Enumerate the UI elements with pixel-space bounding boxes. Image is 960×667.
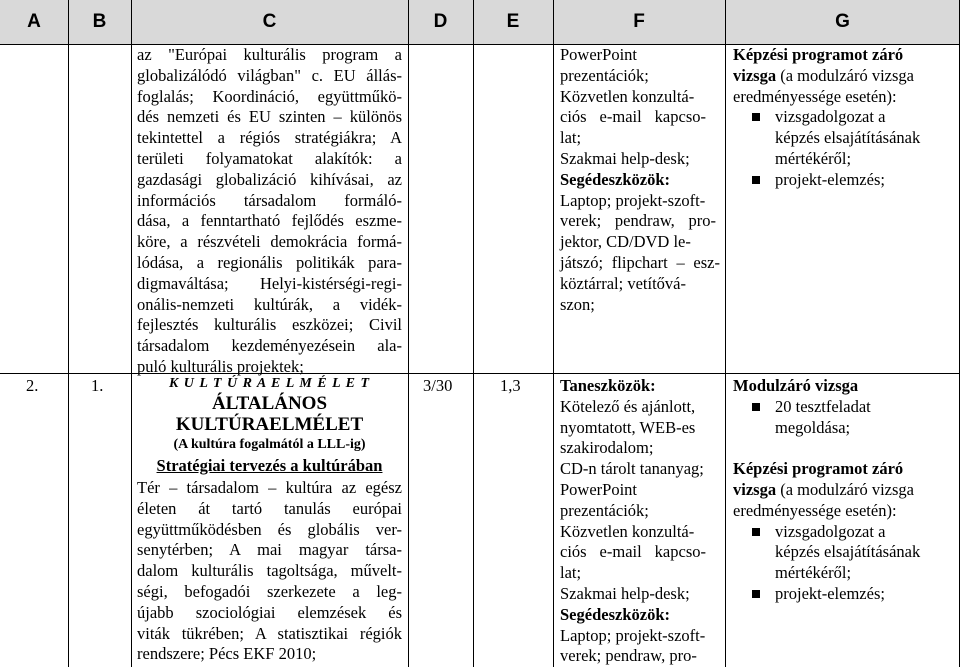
exam-list <box>725 107 955 190</box>
text-line: az "Európai kulturális program a <box>137 45 402 64</box>
grid-line <box>68 0 69 667</box>
text-line: viták tükrében; A statisztikai régiók <box>137 623 402 643</box>
column-header-row <box>0 0 960 45</box>
row2-col-a: 2. <box>26 376 39 395</box>
text-line: Laptop; projekt-szoft- <box>560 625 706 645</box>
text-line: globalizálódó világban" c. EU állás- <box>137 65 402 85</box>
text-line: Segédeszközök: <box>560 169 670 189</box>
exam-title-rest: (a modulzáró vizsga <box>776 479 914 499</box>
text-line: társadalom kezdeményezésein ala- <box>137 336 402 356</box>
text-line: dalom kulturális tagoltsága, művelt- <box>137 561 402 581</box>
section-title: ÁLTALÁNOS <box>211 393 328 414</box>
grid-line <box>131 0 132 667</box>
column-header-a: A <box>27 11 41 32</box>
row2-col-e: 1,3 <box>500 376 521 395</box>
text-line: szon; <box>560 294 595 314</box>
text-line: 20 tesztfeladat <box>775 396 871 416</box>
text-line: lat; <box>560 563 582 583</box>
text-line: tekintettel a régiós stratégiákra; A <box>137 128 402 148</box>
column-header-g: G <box>835 11 850 32</box>
column-header-e: E <box>506 11 520 32</box>
list-item <box>725 584 955 605</box>
text-line: eredményessége esetén): <box>733 86 897 106</box>
text-line: digmaváltása; Helyi-kistérségi-regi- <box>137 273 402 293</box>
text-line: vizsgadolgozat a <box>775 521 886 541</box>
row2-col-b: 1. <box>91 376 104 395</box>
text-line: dása, a fenntartható fejlődés eszme- <box>137 211 402 231</box>
text-line: képzés elsajátításának <box>775 542 921 562</box>
section-subtitle: (A kultúra fogalmától a LLL-ig) <box>173 437 366 452</box>
text-line: gazdasági globalizáció kihívásai, az <box>137 169 402 189</box>
row2-col-d: 3/30 <box>423 376 453 395</box>
text-line: köre, a részvételi demokrácia formá- <box>137 232 402 252</box>
text-line: információs társadalom formáló- <box>137 190 402 210</box>
grid-line <box>553 0 554 667</box>
text-line: mértékéről; <box>775 148 852 168</box>
text-line: foglalás; Koordináció, együttműkö- <box>137 86 402 106</box>
text-line: PowerPoint <box>560 479 638 499</box>
exam-list <box>725 522 955 605</box>
text-line: puló kulturális projektek; <box>137 356 304 376</box>
text-line: senytérben; A mai magyar társa- <box>137 540 402 560</box>
text-line: nyomtatott, WEB-es <box>560 417 696 437</box>
text-line: verek; pendraw, pro- <box>560 211 716 231</box>
text-line: eredményessége esetén): <box>733 500 897 520</box>
column-header-c: C <box>262 11 277 32</box>
text-line: prezentációk; <box>560 500 649 520</box>
module-exam-list <box>725 397 955 439</box>
section-title: KULTÚRAELMÉLET <box>175 414 364 435</box>
exam-title: Képzési programot záró <box>733 459 904 479</box>
exam-title-word: vizsga <box>733 65 777 85</box>
text-line: együttműködésben és globális ver- <box>137 519 402 539</box>
text-line: lódása, a regionális politikák para- <box>137 252 402 272</box>
column-header-f: F <box>633 11 645 32</box>
text-line: szakirodalom; <box>560 438 654 458</box>
text-line: prezentációk; <box>560 65 649 85</box>
row1-col-c <box>137 45 402 378</box>
text-line: Tér – társadalom – kultúra az egész <box>137 478 402 497</box>
text-line: életen át tartó tanulás európai <box>137 498 402 518</box>
text-line: ségi, befogadói szerkezete a leg- <box>137 581 402 601</box>
row1-col-g <box>733 45 955 191</box>
text-line: lat; <box>560 128 582 148</box>
row2-col-g <box>733 376 955 605</box>
text-line: Szakmai help-desk; <box>560 148 690 168</box>
column-header-b: B <box>92 11 107 32</box>
aids-title: Segédeszközök: <box>560 604 670 624</box>
text-line: CD-n tárolt tananyag; <box>560 459 704 479</box>
text-line: képzés elsajátításának <box>775 128 921 148</box>
list-item <box>725 107 955 169</box>
text-line: vizsgadolgozat a <box>775 107 886 127</box>
text-line: mértékéről; <box>775 563 852 583</box>
text-line: PowerPoint <box>560 45 638 64</box>
text-line: verek; pendraw, pro- <box>560 646 697 666</box>
text-line: Kötelező és ajánlott, <box>560 396 696 416</box>
grid-line <box>473 0 474 667</box>
text-line: rendszere; Pécs EKF 2010; <box>137 644 317 664</box>
spacer <box>733 438 955 459</box>
row2-col-f <box>560 376 720 667</box>
text-line: jektor, CD/DVD le- <box>560 232 691 252</box>
exam-title: Képzési programot záró <box>733 45 904 64</box>
text-line: Közvetlen konzultá- <box>560 521 695 541</box>
exam-title-rest: (a modulzáró vizsga <box>776 65 914 85</box>
text-line: onális-nemzeti kultúrák, a vidék- <box>137 294 402 314</box>
row2-col-c <box>137 374 402 665</box>
text-line: projekt-elemzés; <box>775 169 885 189</box>
text-line: köztárral; vetítővá- <box>560 273 686 293</box>
module-exam-title: Modulzáró vizsga <box>733 376 859 395</box>
text-line: Szakmai help-desk; <box>560 583 690 603</box>
text-line: területi folyamatokat alakítók: a <box>137 148 402 168</box>
text-line: projekt-elemzés; <box>775 583 885 603</box>
grid-line <box>408 0 409 667</box>
list-item <box>725 397 955 439</box>
text-line: fejlesztés kulturális eszközei; Civil <box>137 315 402 335</box>
column-header-d: D <box>433 11 448 32</box>
text-line: játszó; flipchart – esz- <box>560 252 720 272</box>
text-line: dés nemzeti és EU szinten – különös <box>137 107 402 127</box>
exam-title-word: vizsga <box>733 479 777 499</box>
text-line: újabb szociológiai elemzések és <box>137 602 402 622</box>
text-line: ciós e-mail kapcso- <box>560 107 706 127</box>
tools-title: Taneszközök: <box>560 376 656 395</box>
row1-col-f <box>560 45 720 315</box>
text-line: Közvetlen konzultá- <box>560 86 695 106</box>
list-item <box>725 170 955 191</box>
text-line: ciós e-mail kapcso- <box>560 542 706 562</box>
list-item <box>725 522 955 584</box>
text-line: megoldása; <box>775 417 851 437</box>
section-subheading: Stratégiai tervezés a kultúrában <box>156 456 383 475</box>
text-line: Laptop; projekt-szoft- <box>560 190 706 210</box>
section-heading: K U L T Ú R A E L M É L E T <box>168 376 371 391</box>
